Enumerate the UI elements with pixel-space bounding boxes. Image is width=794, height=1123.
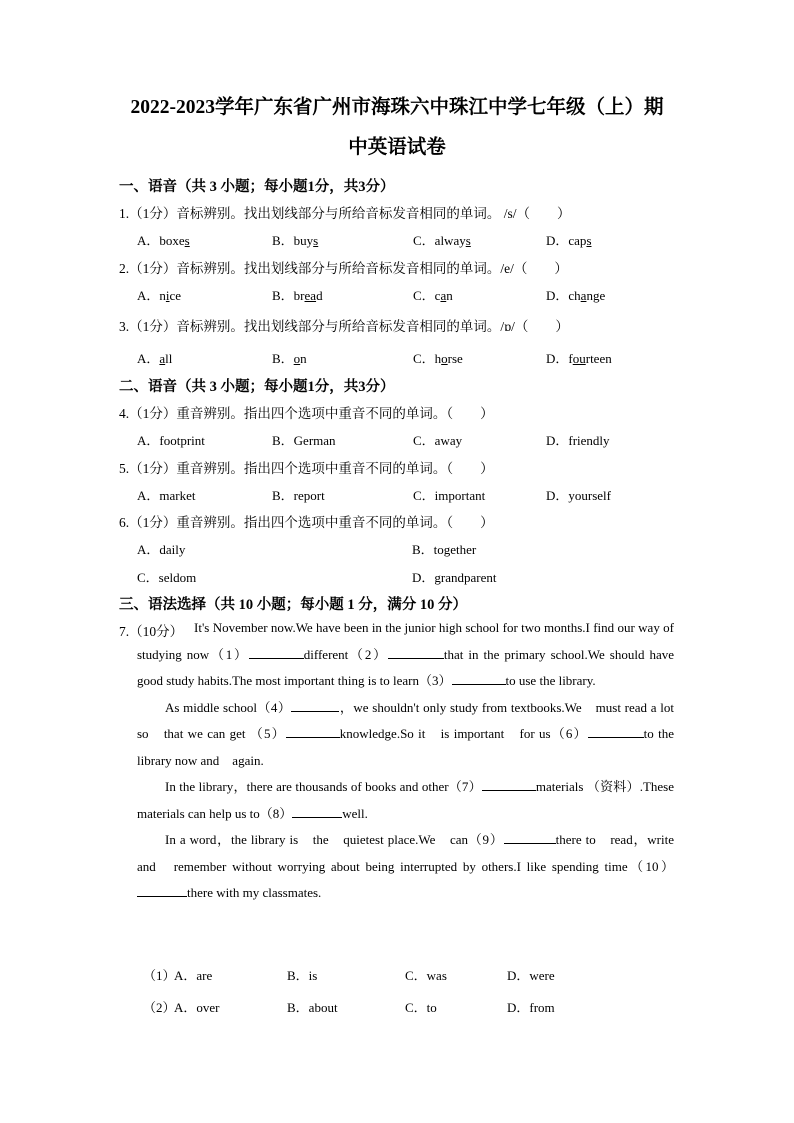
blank-8[interactable]	[292, 805, 342, 818]
section-heading-2: 二、语音（共 3 小题；每小题1分，共3分）	[119, 379, 395, 395]
question-2-option-a[interactable]: A．nice	[137, 288, 182, 303]
choice-1-number: （1）	[143, 968, 176, 983]
question-5-stem: 5.（1分）重音辨别。指出四个选项中重音不同的单词。（ ）	[119, 461, 494, 476]
question-6-option-c[interactable]: C．seldom	[137, 570, 197, 585]
blank-10[interactable]	[137, 884, 187, 897]
blank-7[interactable]	[482, 778, 536, 791]
blank-3[interactable]	[452, 672, 506, 685]
question-7-number: 7.（10分）	[119, 624, 184, 639]
question-4-option-b[interactable]: B．German	[272, 433, 336, 448]
question-4-option-c[interactable]: C．away	[413, 433, 463, 448]
question-6-option-b[interactable]: B．together	[412, 542, 477, 557]
question-1-option-b[interactable]: B．buys	[272, 233, 319, 248]
blank-5[interactable]	[286, 725, 340, 738]
question-2-stem: 2.（1分）音标辨别。找出划线部分与所给音标发音相同的单词。/e/（ ）	[119, 261, 568, 276]
question-7-passage	[137, 615, 687, 907]
question-1-stem: 1.（1分）音标辨别。找出划线部分与所给音标发音相同的单词。 /s/（ ）	[119, 206, 571, 221]
blank-9[interactable]	[504, 831, 556, 844]
question-3-option-a[interactable]: A．all	[137, 351, 173, 366]
question-3-option-b[interactable]: B．on	[272, 351, 307, 366]
question-5-option-a[interactable]: A．market	[137, 488, 196, 503]
question-2-option-b[interactable]: B．bread	[272, 288, 323, 303]
choice-2-option-a[interactable]: A．over	[174, 1000, 220, 1015]
question-2-option-c[interactable]: C．can	[413, 288, 453, 303]
question-5-option-d[interactable]: D．yourself	[546, 488, 611, 503]
question-1-option-c[interactable]: C．always	[413, 233, 471, 248]
question-4-option-d[interactable]: D．friendly	[546, 433, 610, 448]
question-6-stem: 6.（1分）重音辨别。指出四个选项中重音不同的单词。（ ）	[119, 515, 494, 530]
question-3-option-c[interactable]: C．horse	[413, 351, 463, 366]
blank-4[interactable]	[291, 699, 339, 712]
exam-title-line1: 2022-2023学年广东省广州市海珠六中珠江中学七年级（上）期	[130, 97, 664, 118]
question-4-stem: 4.（1分）重音辨别。指出四个选项中重音不同的单词。（ ）	[119, 406, 494, 421]
blank-1[interactable]	[249, 646, 304, 659]
exam-title-line2: 中英语试卷	[348, 137, 446, 158]
question-3-option-d[interactable]: D．fourteen	[546, 351, 612, 366]
choice-2-option-c[interactable]: C．to	[405, 1000, 437, 1015]
choice-1-option-d[interactable]: D．were	[507, 968, 555, 983]
question-5-option-b[interactable]: B．report	[272, 488, 325, 503]
choice-1-option-b[interactable]: B．is	[287, 968, 318, 983]
section-heading-3: 三、语法选择（共 10 小题；每小题 1 分，满分 10 分）	[119, 597, 467, 613]
choice-1-option-a[interactable]: A．are	[174, 968, 213, 983]
question-6-option-a[interactable]: A．daily	[137, 542, 186, 557]
question-4-option-a[interactable]: A．footprint	[137, 433, 205, 448]
blank-6[interactable]	[588, 725, 644, 738]
question-3-stem: 3.（1分）音标辨别。找出划线部分与所给音标发音相同的单词。/ɒ/（ ）	[119, 319, 569, 334]
question-1-option-d[interactable]: D．caps	[546, 233, 592, 248]
blank-2[interactable]	[388, 646, 444, 659]
passage-paragraph-4: In a word，the library is the quietest place.We can（9） there to read，write and remember without worrying about being interrupted by others.I like spending time（10）there with my classmates.	[137, 832, 687, 900]
question-6-option-d[interactable]: D．grandparent	[412, 570, 497, 585]
question-2-option-d[interactable]: D．change	[546, 288, 606, 303]
question-5-option-c[interactable]: C．important	[413, 488, 486, 503]
passage-paragraph-2: As middle school（4） ，we shouldn't only study from textbooks.We must read a lot so that we can get （5） knowledge.So it is important for us（6） to the library now and again.	[137, 699, 674, 768]
passage-paragraph-3: In the library，there are thousands of books and other（7） materials （资料）.These materials can help us to（8） well.	[137, 779, 674, 821]
question-1-option-a[interactable]: A．boxes	[137, 233, 190, 248]
passage-paragraph-1: It's November now.We have been in the junior high school for two months.I find our way of studying now（1） different（2） that in the primary school.We should have good study habits.The most important thing is to learn（3） to use the library.	[137, 620, 674, 688]
choice-2-number: （2）	[143, 1000, 176, 1015]
choice-1-option-c[interactable]: C．was	[405, 968, 447, 983]
section-heading-1: 一、语音（共 3 小题；每小题1分，共3分）	[119, 179, 395, 195]
choice-2-option-d[interactable]: D．from	[507, 1000, 555, 1015]
choice-2-option-b[interactable]: B．about	[287, 1000, 338, 1015]
